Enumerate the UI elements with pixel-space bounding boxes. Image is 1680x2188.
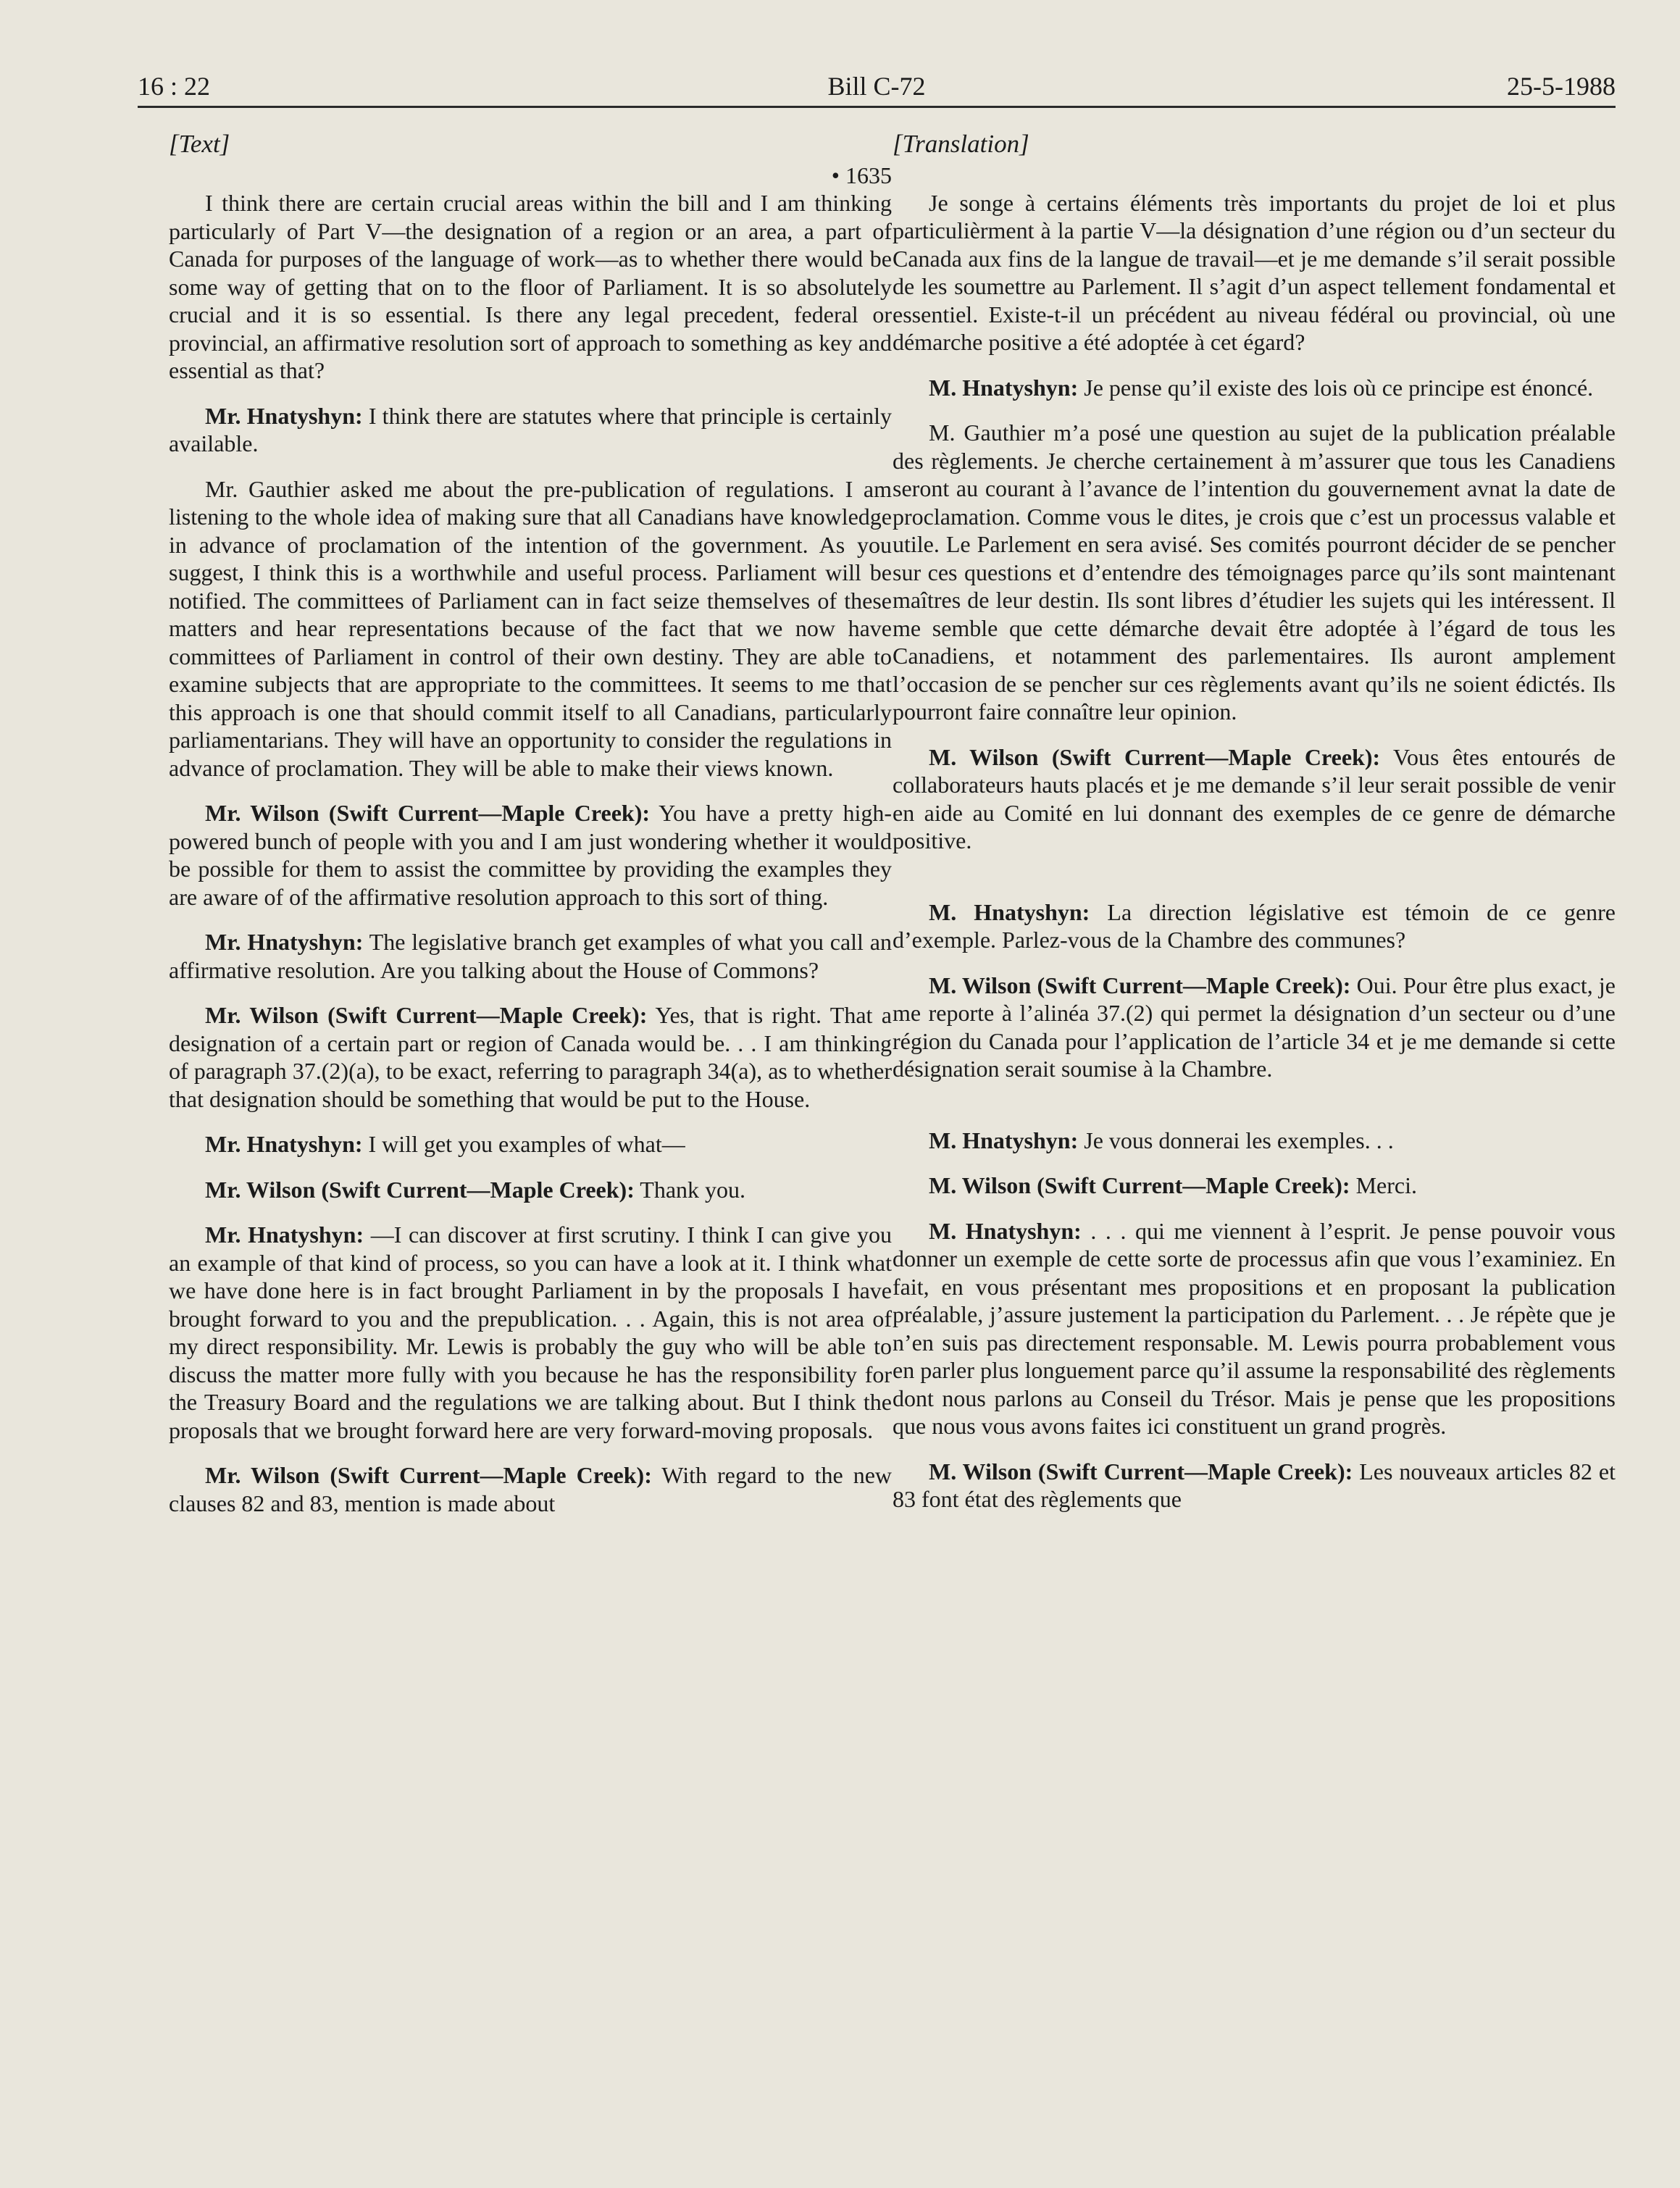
paragraph bbox=[893, 1458, 1616, 1513]
paragraph bbox=[893, 1217, 1616, 1440]
paragraph-text: I will get you examples of what— bbox=[362, 1131, 685, 1157]
french-paragraphs bbox=[893, 189, 1616, 1513]
paragraph bbox=[893, 1127, 1616, 1155]
speaker-name: M. Wilson (Swift Current—Maple Creek): bbox=[929, 972, 1351, 998]
paragraph-text: Thank you. bbox=[634, 1176, 746, 1203]
paragraph-text: Je songe à certains éléments très importants du projet de loi et plus particulièrment à la partie V—la désignation d’une région ou d’un secteur du Canada aux fins de la langue de travail—et je me demande s’il serait possible de les soumettre au Parlement. Il s’agit d’un aspect tellement fondamental et essentiel. Existe-t-il un précédent au niveau fédéral ou provincial, où une démarche positive a été adoptée à cet égard? bbox=[893, 189, 1616, 355]
paragraph bbox=[169, 189, 892, 385]
speaker-name: Mr. Hnatyshyn: bbox=[205, 1131, 363, 1157]
page-date: 25-5-1988 bbox=[1507, 72, 1616, 101]
paragraph bbox=[893, 743, 1616, 855]
paragraph bbox=[169, 928, 892, 984]
speaker-name: Mr. Wilson (Swift Current—Maple Creek): bbox=[205, 800, 651, 826]
french-column bbox=[893, 130, 1616, 1531]
paragraph-text: Je vous donnerai les exemples. . . bbox=[1078, 1127, 1394, 1153]
speaker-name: M. Hnatyshyn: bbox=[929, 1217, 1082, 1244]
paragraph-text: M. Gauthier m’a posé une question au sujet de la publication préalable des règlements. Je cherche certainement à m’assurer que tous les Canadiens seront au courant à l’avance de l’intention du gouvernement avnat la date de proclamation. Comme vous le dites, je crois que c’est un processus valable et utile. Le Parlement en sera avisé. Ses comités pourront décider de se pencher sur ces questions et d’entendre des témoignages parce qu’ils sont maintenant maîtres de leur destin. Ils sont libres d’étudier les sujets qui les intéressent. Il me semble que cette démarche devait être adoptée à l’égard de tous les Canadiens, et notamment des parlementaires. Ils auront amplement l’occasion de se pencher sur ces règlements avant qu’ils ne soient édictés. Ils pourront faire connaître leur opinion. bbox=[893, 419, 1616, 725]
paragraph bbox=[893, 189, 1616, 356]
paragraph bbox=[169, 475, 892, 782]
speaker-name: M. Wilson (Swift Current—Maple Creek): bbox=[929, 1458, 1353, 1485]
paragraph-text: La direction législative est témoin de ce genre d’exemple. Parlez-vous de la Chambre des communes? bbox=[893, 898, 1616, 953]
paragraph-text: You have a pretty high-powered bunch of people with you and I am just wondering whether it would be possible for them to assist the committee by providing the examples they are aware of of the affirmative resolution approach to this sort of thing. bbox=[169, 800, 893, 910]
speaker-name: Mr. Hnatyshyn: bbox=[205, 929, 364, 955]
paragraph-text: Je pense qu’il existe des lois où ce principe est énoncé. bbox=[1078, 374, 1594, 401]
paragraph bbox=[893, 374, 1616, 402]
speaker-name: Mr. Wilson (Swift Current—Maple Creek): bbox=[205, 1176, 635, 1203]
speaker-name: Mr. Hnatyshyn: bbox=[205, 402, 363, 429]
page-number: 16 : 22 bbox=[138, 72, 211, 101]
paragraph-text: . . . qui me viennent à l’esprit. Je pense pouvoir vous donner un exemple de cette sorte de processus afin que vous l’examiniez. En fait, en vous présentant mes propositions et en proposant la publication préalable, j’assure justement la participation du Parlement. . . Je répète que je n’en suis pas directement responsable. M. Lewis pourra probablement vous en parler plus longuement parce qu’il assume la responsabilité des règlements dont nous parlons au Conseil du Trésor. Mais je pense que les propositions que nous vous avons faites ici constituent un grand progrès. bbox=[893, 1217, 1616, 1439]
paragraph bbox=[169, 1176, 892, 1204]
paragraph bbox=[169, 1221, 892, 1444]
marker-spacer bbox=[893, 162, 1616, 189]
time-marker: • 1635 bbox=[831, 162, 892, 188]
paragraph-text: —I can discover at first scrutiny. I think I can give you an example of that kind of process, so you can have a look at it. I think what we have done here is in fact brought Parliament in by the proposals I have brought forward to you and the prepublication. . . Again, this is not area of my direct responsibility. Mr. Lewis is probably the guy who will be able to discuss the matter more fully with you because he has the responsibility for the Treasury Board and the regulations we are talking about. But I think the proposals that we brought forward here are very forward-moving proposals. bbox=[169, 1222, 893, 1443]
bill-title: Bill C-72 bbox=[827, 72, 926, 101]
paragraph bbox=[893, 1172, 1616, 1200]
paragraph bbox=[169, 1461, 892, 1517]
speaker-name: M. Hnatyshyn: bbox=[929, 1127, 1079, 1153]
column-label-translation: [Translation] bbox=[893, 130, 1029, 158]
paragraph bbox=[169, 1130, 892, 1158]
paragraph bbox=[169, 799, 892, 911]
speaker-name: M. Hnatyshyn: bbox=[929, 374, 1079, 401]
header-rule bbox=[138, 106, 1616, 108]
paragraph bbox=[893, 898, 1616, 954]
paragraph-text: Les nouveaux articles 82 et 83 font état des règlements que bbox=[893, 1458, 1616, 1512]
paragraph-text: Mr. Gauthier asked me about the pre-publication of regulations. I am listening to the whole idea of making sure that all Canadians have knowledge in advance of proclamation of the intention of the government. As you suggest, I think this is a worthwhile and useful process. Parliament will be notified. The committees of Parliament can in fact seize themselves of these matters and hear representations because of the fact that we now have committees of Parliament in control of their own destiny. They are able to examine subjects that are appropriate to the committees. It seems to me that this approach is one that should commit itself to all Canadians, particularly parliamentarians. They will have an opportunity to consider the regulations in advance of proclamation. They will be able to make their views known. bbox=[169, 475, 892, 781]
paragraph bbox=[169, 402, 892, 458]
paragraph bbox=[893, 419, 1616, 726]
paragraph-text: Merci. bbox=[1350, 1172, 1417, 1198]
english-column bbox=[169, 130, 892, 1534]
column-label-text: [Text] bbox=[169, 130, 230, 158]
paragraph-text: The legislative branch get examples of what you call an affirmative resolution. Are you talking about the House of Commons? bbox=[169, 929, 893, 983]
page-header bbox=[138, 71, 1616, 114]
speaker-name: Mr. Wilson (Swift Current—Maple Creek): bbox=[205, 1462, 652, 1488]
speaker-name: M. Hnatyshyn: bbox=[929, 898, 1090, 925]
paragraph-text: I think there are certain crucial areas within the bill and I am thinking particularly of Part V—the designation of a region or an area, a part of Canada for purposes of the language of work—as to whether there would be some way of getting that on to the floor of Parliament. It is so absolutely crucial and it is so essential. Is there any legal precedent, federal or provincial, an affirmative resolution sort of approach to something as key and essential as that? bbox=[169, 190, 892, 383]
paragraph-text: With regard to the new clauses 82 and 83, mention is made about bbox=[169, 1462, 893, 1516]
paragraph-text: Yes, that is right. That a designation of a certain part or region of Canada would be. . . I am thinking of paragraph 37.(2)(a), to be exact, referring to paragraph 34(a), as to whether that designation should be something that would be put to the House. bbox=[169, 1002, 892, 1112]
speaker-name: M. Wilson (Swift Current—Maple Creek): bbox=[929, 1172, 1350, 1198]
paragraph-text: Vous êtes entourés de collaborateurs hauts placés et je me demande s’il leur serait possible de venir en aide au Comité en lui donnant des exemples de ce genre de démarche positive. bbox=[893, 743, 1616, 853]
paragraph bbox=[169, 1001, 892, 1113]
english-paragraphs bbox=[169, 189, 892, 1517]
speaker-name: Mr. Hnatyshyn: bbox=[205, 1222, 364, 1248]
paragraph bbox=[893, 972, 1616, 1083]
paragraph-text: Oui. Pour être plus exact, je me reporte à l’alinéa 37.(2) qui permet la désignation d’un secteur ou d’une région du Canada pour l’application de l’article 34 et je me demande si cette désignation serait soumise à la Chambre. bbox=[893, 972, 1616, 1082]
paragraph-text: I think there are statutes where that principle is certainly available. bbox=[169, 402, 893, 456]
speaker-name: M. Wilson (Swift Current—Maple Creek): bbox=[929, 743, 1381, 770]
speaker-name: Mr. Wilson (Swift Current—Maple Creek): bbox=[205, 1002, 648, 1028]
